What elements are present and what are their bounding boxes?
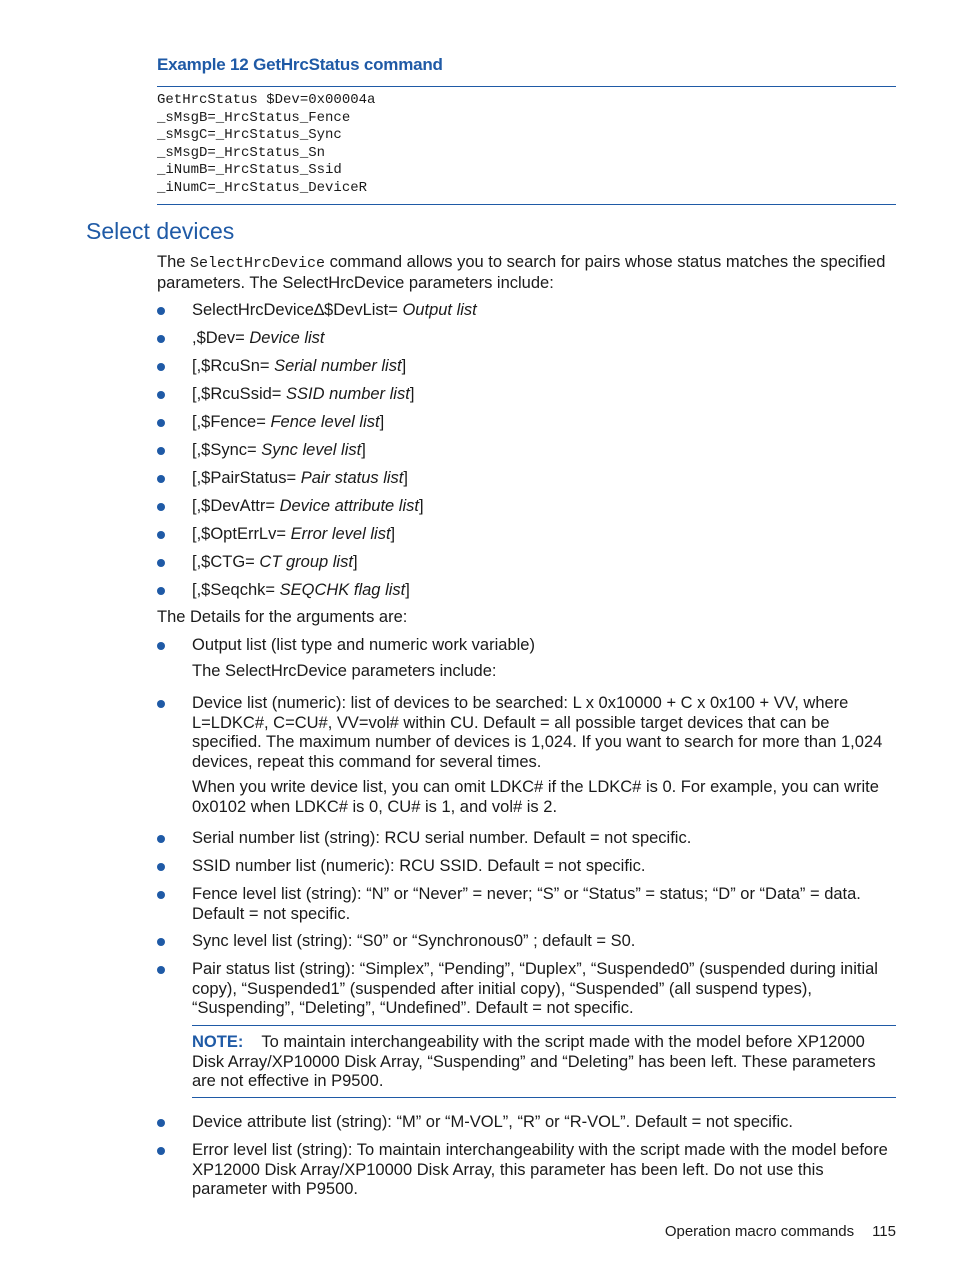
param-close: ] <box>361 441 366 459</box>
param-item <box>192 301 896 321</box>
note-box <box>192 1033 896 1092</box>
bullet-icon <box>157 363 165 371</box>
detail-sync: Sync level list (string): “S0” or “Synchronous0” ; default = S0. <box>192 932 636 950</box>
param-item <box>192 525 896 545</box>
note-top-rule <box>192 1025 896 1026</box>
param-name: [,$CTG= <box>192 553 260 571</box>
bullet-icon <box>157 391 165 399</box>
param-name: SelectHrcDevice∆$DevList= <box>192 301 403 319</box>
detail-serial: Serial number list (string): RCU serial number. Default = not specific. <box>192 829 692 847</box>
param-value: SEQCHK flag list <box>279 581 406 599</box>
detail-device-list: Device list (numeric): list of devices to be searched: L x 0x10000 + C x 0x100 + VV, where L=LDKC#, C=CU#, VV=vol# within CU. Default = all possible target devices that can be specified. The maximum number of devices is 1,024. If you want to search for more than 1,024 devices, repeat this command for several times. <box>192 694 883 771</box>
note-text: To maintain interchangeability with the script made with the model before XP12000 Disk Array/XP10000 Disk Array, “Suspending” and “Deleting” has been left. These parameters are not effective in P9500. <box>192 1033 876 1090</box>
param-value: Device list <box>249 329 325 347</box>
bullet-icon <box>157 1147 165 1155</box>
code-line: _sMsgC=_HrcStatus_Sync <box>157 127 342 144</box>
intro-paragraph <box>157 253 897 293</box>
param-name: [,$Fence= <box>192 413 271 431</box>
bullet-icon <box>157 335 165 343</box>
bullet-icon <box>157 700 165 708</box>
page-number: 115 <box>872 1223 896 1240</box>
bullet-icon <box>157 835 165 843</box>
param-name: [,$Sync= <box>192 441 262 459</box>
param-close: ] <box>409 385 415 403</box>
detail-pair-status: Pair status list (string): “Simplex”, “Pending”, “Duplex”, “Suspended0” (suspended during initial copy), “Suspended1” (suspended after initial copy), “Suspended” (all suspend types), “Suspending”, “Deleting”, “Undefined”. Default = not specific. <box>192 960 878 1017</box>
param-item <box>192 497 896 517</box>
detail-output-list: Output list (list type and numeric work variable) <box>192 636 535 654</box>
param-value: SSID number list <box>286 385 410 403</box>
detail-ssid: SSID number list (numeric): RCU SSID. Default = not specific. <box>192 857 646 875</box>
bullet-icon <box>157 642 165 650</box>
intro-text: The <box>157 253 191 271</box>
example-bottom-rule <box>157 204 896 205</box>
bullet-icon <box>157 587 165 595</box>
param-item <box>192 357 896 377</box>
bullet-icon <box>157 503 165 511</box>
param-name: [,$PairStatus= <box>192 469 301 487</box>
param-item <box>192 441 896 461</box>
bullet-icon <box>157 307 165 315</box>
param-value: Fence level list <box>270 413 380 431</box>
bullet-icon <box>157 531 165 539</box>
detail-fence: Fence level list (string): “N” or “Never” = never; “S” or “Status” = status; “D” or “Data” = data. Default = not specific. <box>192 885 861 923</box>
bullet-icon <box>157 891 165 899</box>
param-name: [,$OptErrLv= <box>192 525 291 543</box>
inline-code: SelectHrcDevice <box>190 255 326 272</box>
param-value: Error level list <box>290 525 391 543</box>
page-footer <box>665 1223 896 1240</box>
code-block <box>157 92 375 198</box>
bullet-icon <box>157 447 165 455</box>
bullet-icon <box>157 419 165 427</box>
note-label: NOTE: <box>192 1033 244 1051</box>
param-value: Pair status list <box>300 469 404 487</box>
details-intro: The Details for the arguments are: <box>157 608 408 626</box>
param-value: Serial number list <box>274 357 402 375</box>
code-line: _iNumB=_HrcStatus_Ssid <box>157 162 342 179</box>
section-heading: Select devices <box>86 218 235 244</box>
param-name: [,$Seqchk= <box>192 581 280 599</box>
param-value: Output list <box>402 301 477 319</box>
example-top-rule <box>157 86 896 87</box>
param-close: ] <box>379 413 385 431</box>
param-item <box>192 469 896 489</box>
bullet-icon <box>157 938 165 946</box>
param-item <box>192 413 896 433</box>
intro-text: command allows you to search for pairs whose status matches the specified parameters. The SelectHrcDevice parameters include: <box>157 253 886 292</box>
detail-device-attr: Device attribute list (string): “M” or “M-VOL”, “R” or “R-VOL”. Default = not specific. <box>192 1113 794 1131</box>
param-item <box>192 581 896 601</box>
bullet-icon <box>157 1119 165 1127</box>
param-close: ] <box>405 581 410 599</box>
bullet-icon <box>157 475 165 483</box>
code-line: GetHrcStatus $Dev=0x00004a <box>157 92 376 108</box>
param-close: ] <box>418 497 424 515</box>
param-item <box>192 553 896 573</box>
param-close: ] <box>390 525 396 543</box>
param-close: ] <box>401 357 407 375</box>
detail-output-list-sub: The SelectHrcDevice parameters include: <box>192 662 497 680</box>
param-value: Sync level list <box>261 441 362 459</box>
param-name: ,$Dev= <box>192 329 250 347</box>
param-name: [,$RcuSn= <box>192 357 275 375</box>
detail-error-level: Error level list (string): To maintain interchangeability with the script made with the model before XP12000 Disk Array/XP10000 Disk Array, this parameter has been left. Do not use this parameter with P9500. <box>192 1141 888 1198</box>
bullet-icon <box>157 966 165 974</box>
example-title: Example 12 GetHrcStatus command <box>157 55 443 74</box>
param-value: Device attribute list <box>279 497 419 515</box>
param-name: [,$DevAttr= <box>192 497 280 515</box>
param-close: ] <box>352 553 358 571</box>
param-close: ] <box>403 469 408 487</box>
param-item <box>192 329 896 349</box>
param-item <box>192 385 896 405</box>
detail-device-list-sub: When you write device list, you can omit LDKC# if the LDKC# is 0. For example, you can write 0x0102 when LDKC# is 0, CU# is 1, and vol# is 2. <box>192 778 879 816</box>
code-line: _sMsgD=_HrcStatus_Sn <box>157 144 326 161</box>
code-line: _sMsgB=_HrcStatus_Fence <box>157 109 351 126</box>
bullet-icon <box>157 863 165 871</box>
code-line: _iNumC=_HrcStatus_DeviceR <box>157 179 368 196</box>
footer-section-name: Operation macro commands <box>664 1223 855 1240</box>
note-bottom-rule <box>192 1097 896 1098</box>
bullet-icon <box>157 559 165 567</box>
param-name: [,$RcuSsid= <box>192 385 287 403</box>
param-value: CT group list <box>259 553 353 571</box>
